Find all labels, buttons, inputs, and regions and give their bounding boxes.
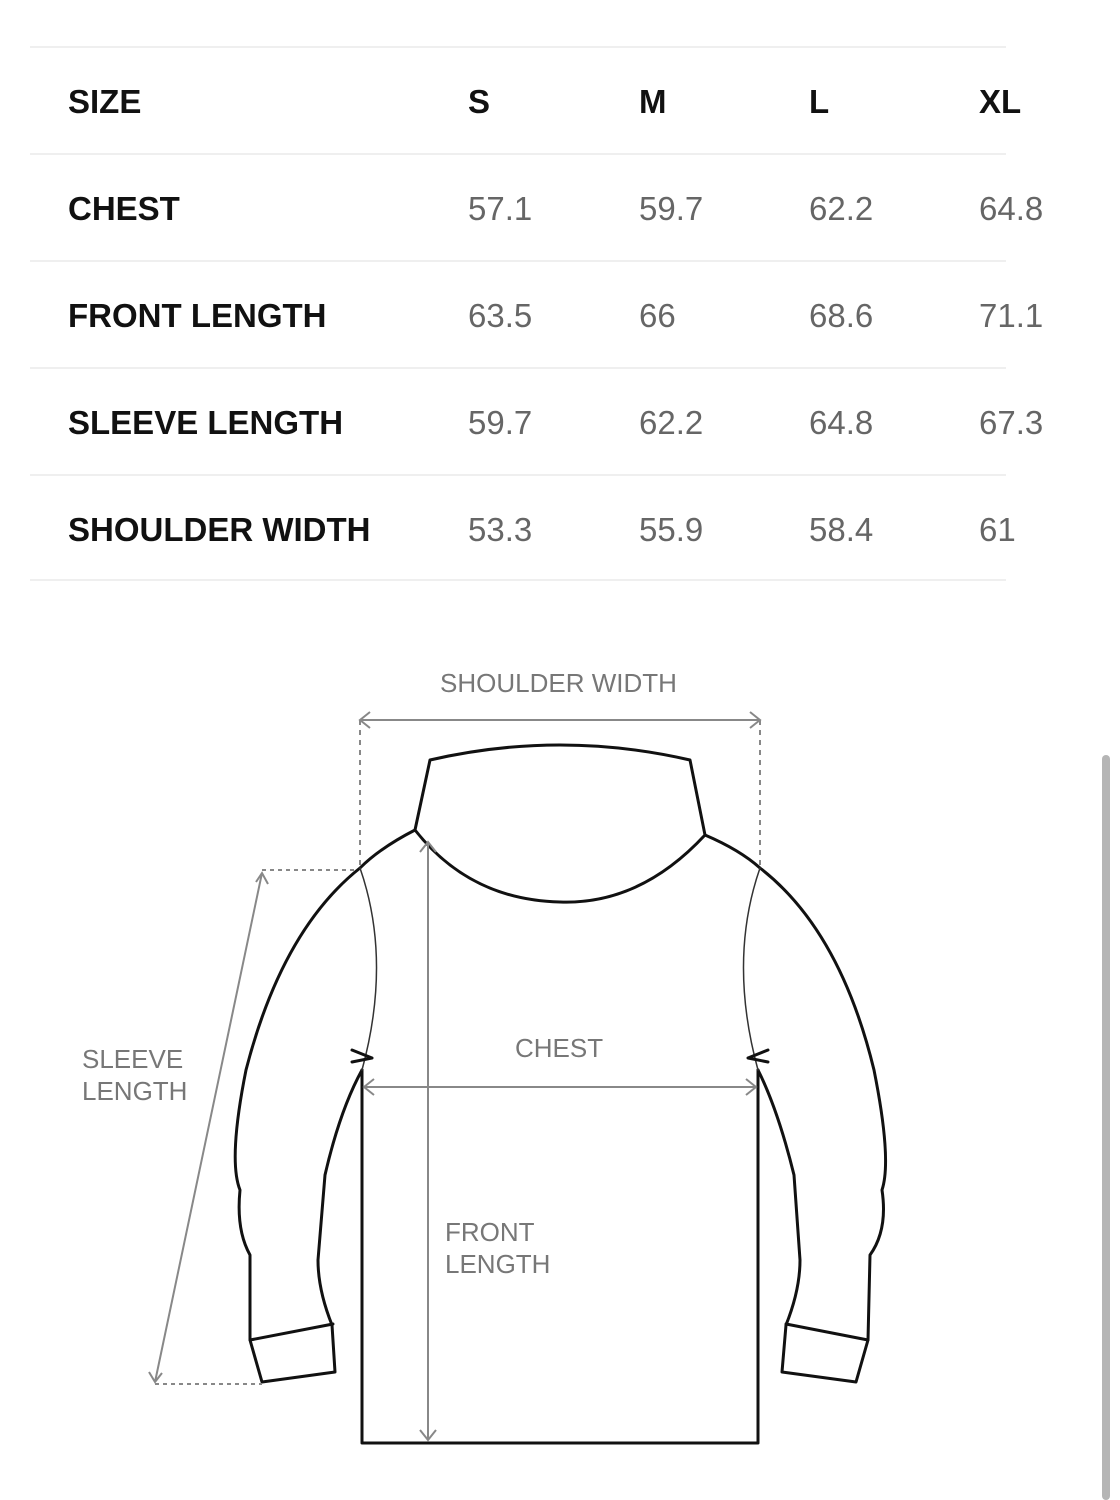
size-chart-table	[0, 46, 1044, 581]
chest-row	[30, 153, 1044, 260]
shoulder-width-xl-value: 61	[979, 511, 1016, 548]
sleeve-length-label-line1: SLEEVE	[82, 1044, 184, 1074]
chest-s-value: 57.1	[468, 190, 533, 227]
front-length-xl-value: 71.1	[979, 297, 1044, 334]
shoulder-width-label: SHOULDER WIDTH	[440, 668, 677, 698]
shoulder-width-row-label: SHOULDER WIDTH	[68, 511, 371, 548]
front-length-label-line2: LENGTH	[445, 1249, 551, 1279]
size-xl-header: XL	[979, 83, 1022, 120]
size-m-header: M	[639, 83, 667, 120]
front-length-m-value: 66	[639, 297, 676, 334]
shoulder-width-m-value: 55.9	[639, 511, 704, 548]
sleeve-length-label-line2: LENGTH	[82, 1076, 188, 1106]
sleeve-length-xl-value: 67.3	[979, 404, 1044, 441]
size-header-row	[30, 46, 1022, 153]
front-length-s-value: 63.5	[468, 297, 533, 334]
size-l-header: L	[809, 83, 830, 120]
chest-row-label: CHEST	[68, 190, 180, 227]
front-length-label-line1: FRONT	[445, 1217, 535, 1247]
chest-l-value: 62.2	[809, 190, 874, 227]
chest-xl-value: 64.8	[979, 190, 1044, 227]
hoodie-outline	[235, 745, 885, 1443]
shoulder-width-row	[30, 474, 1016, 581]
size-s-header: S	[468, 83, 491, 120]
hoodie-measurement-diagram	[0, 640, 1120, 1500]
sleeve-length-m-value: 62.2	[639, 404, 704, 441]
shoulder-width-l-value: 58.4	[809, 511, 874, 548]
front-length-l-value: 68.6	[809, 297, 874, 334]
vertical-scrollbar[interactable]	[1102, 755, 1110, 1500]
front-length-row	[30, 260, 1044, 367]
chest-label: CHEST	[515, 1033, 604, 1063]
size-header-label: SIZE	[68, 83, 142, 120]
sleeve-length-row	[30, 367, 1044, 474]
sleeve-length-l-value: 64.8	[809, 404, 874, 441]
measurement-guides	[149, 712, 760, 1440]
shoulder-width-s-value: 53.3	[468, 511, 533, 548]
chest-m-value: 59.7	[639, 190, 704, 227]
front-length-row-label: FRONT LENGTH	[68, 297, 327, 334]
sleeve-length-row-label: SLEEVE LENGTH	[68, 404, 344, 441]
sleeve-length-s-value: 59.7	[468, 404, 533, 441]
sleeve-length-arrow	[155, 873, 262, 1382]
